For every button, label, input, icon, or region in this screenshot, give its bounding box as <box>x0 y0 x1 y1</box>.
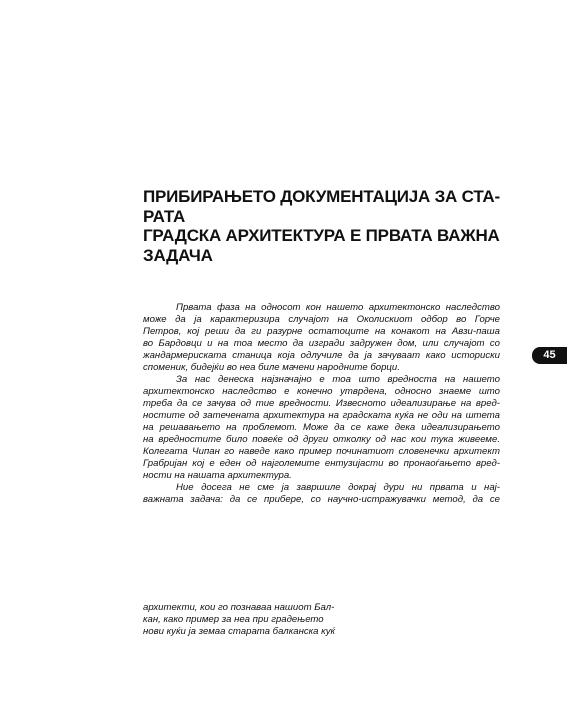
body-line: Петров, кој реши да ги разурне остатоците на конакот на Авзи-паша <box>143 326 500 337</box>
body-line: ностите од затечената архитектура на градската куќа не оди на штета <box>143 410 500 421</box>
body-line: може да ја карактеризира случајот на Околискиот одбор во Горче <box>143 314 500 325</box>
heading-line: РАТА <box>143 206 186 226</box>
body-line: на решавањето на проблемот. Може да се каже дека идеализирањето <box>143 422 500 433</box>
heading-line: ЗАДАЧА <box>143 245 213 265</box>
footer-line: архитекти, кои го познаваа нашиот Бал- <box>143 602 335 613</box>
heading-line: ГРАДСКА АРХИТЕКТУРА Е ПРВАТА ВАЖНА <box>143 226 500 245</box>
heading-line: ПРИБИРАЊЕТО ДОКУМЕНТАЦИЈА ЗА СТА- <box>143 187 500 206</box>
body-line: ности на нашата архитектура. <box>143 470 292 481</box>
body-line: архитектонско наследство е конечно утврдена, односно знаеме што <box>143 386 500 397</box>
body-line: во Бардовци и на тоа место да изгради задружен дом, или случајот со <box>143 338 500 349</box>
body-line: споменик, бидејќи во неа биле мачени народните борци. <box>143 362 400 373</box>
page-number-tab: 45 <box>532 347 567 364</box>
body-line: Грабријан кој е еден од најголемите ентузијасти во пронаоѓањето вред- <box>143 458 500 469</box>
body-line: жандармериската станица која одлучиле да ја зачуваат како историски <box>143 350 500 361</box>
footer-line: нови куќи ја земаа старата балканска куќ <box>143 626 336 637</box>
body-line: Првата фаза на односот кон нашето архитектонско наследство <box>176 302 500 313</box>
footer-continuation <box>143 602 348 638</box>
body-line: треба да се зачува од тие вредности. Извесното идеализирање на вред- <box>143 398 500 409</box>
body-line: на вредностите било повеќе од други отколку од нас кои тука живееме. <box>143 434 500 445</box>
body-line: важната задача: да се прибере, со научно-истражувачки метод, да се <box>143 494 500 505</box>
body-line: За нас денеска најзначајно е тоа што вредноста на нашето <box>176 374 500 385</box>
footer-line: кан, како пример за неа при градењето <box>143 614 324 625</box>
body-paragraphs <box>143 302 500 506</box>
body-line: Колегата Чипан го наведе како пример починатиот словенечки архитект <box>143 446 500 457</box>
body-line: Ние досега не сме ја завршиле докрај дури ни првата и нај- <box>176 482 500 493</box>
article-heading <box>143 187 513 265</box>
